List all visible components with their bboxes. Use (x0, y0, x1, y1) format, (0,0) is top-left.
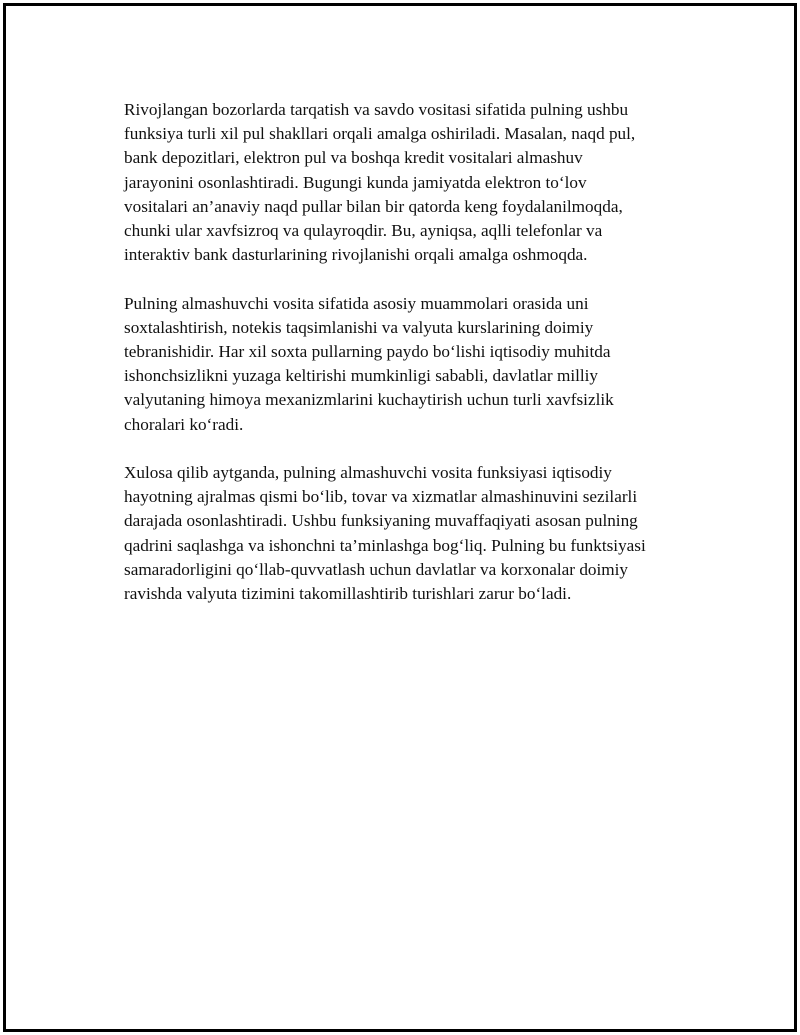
text-line: bank depozitlari, elektron pul va boshqa kredit vositalari almashuv (124, 148, 583, 168)
text-line: Pulning almashuvchi vosita sifatida asosiy muammolari orasida uni (124, 293, 589, 313)
page-frame (3, 3, 797, 1032)
text-line: ishonchsizlikni yuzaga keltirishi mumkinligi sababli, davlatlar milliy (124, 366, 599, 386)
text-line: funksiya turli xil pul shakllari orqali amalga oshiriladi. Masalan, naqd pul, (124, 124, 636, 144)
text-line: Xulosa qilib aytganda, pulning almashuvchi vosita funksiyasi iqtisodiy (124, 463, 612, 483)
text-line: choralari ko‘radi. (124, 414, 244, 434)
text-line: jarayonini osonlashtiradi. Bugungi kunda jamiyatda elektron to‘lov (124, 172, 587, 192)
text-line: interaktiv bank dasturlarining rivojlanishi orqali amalga oshmoqda. (124, 245, 588, 265)
text-line: vositalari an’anaviy naqd pullar bilan bir qatorda keng foydalanilmoqda, (124, 196, 623, 216)
text-line: soxtalashtirish, notekis taqsimlanishi va valyuta kurslarining doimiy (124, 317, 594, 337)
text-line: samaradorligini qo‘llab-quvvatlash uchun davlatlar va korxonalar doimiy (124, 559, 629, 579)
paragraph-3 (124, 461, 699, 606)
paragraph-1 (124, 98, 699, 267)
text-line: valyutaning himoya mexanizmlarini kuchaytirish uchun turli xavfsizlik (124, 390, 614, 410)
text-line: tebranishidir. Har xil soxta pullarning paydo bo‘lishi iqtisodiy muhitda (124, 342, 611, 362)
text-line: chunki ular xavfsizroq va qulayroqdir. Bu, ayniqsa, aqlli telefonlar va (124, 221, 603, 241)
text-line: Rivojlangan bozorlarda tarqatish va savdo vositasi sifatida pulning ushbu (124, 100, 629, 119)
text-line: qadrini saqlashga va ishonchni ta’minlashga bog‘liq. Pulning bu funktsiyasi (124, 535, 646, 555)
paragraph-2 (124, 292, 699, 437)
document-body (124, 98, 699, 630)
text-line: darajada osonlashtiradi. Ushbu funksiyaning muvaffaqiyati asosan pulning (124, 511, 638, 531)
text-line: ravishda valyuta tizimini takomillashtirib turishlari zarur bo‘ladi. (124, 584, 572, 604)
text-line: hayotning ajralmas qismi bo‘lib, tovar va xizmatlar almashinuvini sezilarli (124, 487, 638, 507)
